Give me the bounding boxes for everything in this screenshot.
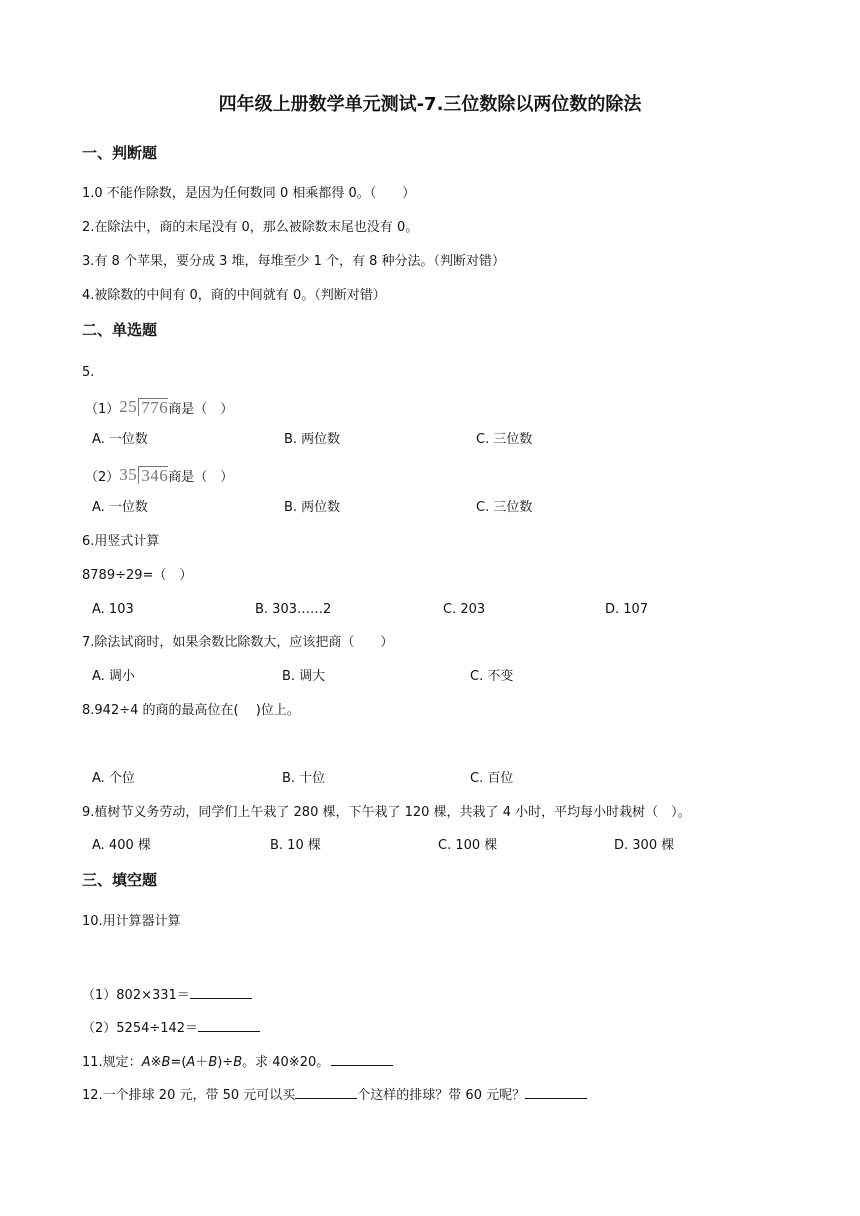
- answer-blank[interactable]: [198, 1019, 260, 1032]
- question-9: 9.植树节义务劳动，同学们上午栽了 280 棵，下午栽了 120 棵，共栽了 4 小时，平均每小时栽树（ ）。: [82, 805, 691, 820]
- option-b[interactable]: B. 调大: [282, 669, 326, 684]
- option-b[interactable]: B. 两位数: [284, 432, 341, 447]
- part-text: （1）802×331＝: [82, 988, 190, 1003]
- question-4: 4.被除数的中间有 0，商的中间就有 0。（判断对错）: [82, 288, 386, 303]
- option-a[interactable]: A. 调小: [92, 669, 135, 684]
- question-7: 7.除法试商时，如果余数比除数大，应该把商（ ）: [82, 635, 394, 650]
- long-division-bracket: [138, 398, 168, 416]
- option-a[interactable]: A. 个位: [92, 771, 135, 786]
- divisor: 25: [119, 397, 138, 416]
- part-label: （1）: [85, 401, 120, 417]
- option-b[interactable]: B. 两位数: [284, 500, 341, 515]
- option-b[interactable]: B. 十位: [282, 771, 326, 786]
- part-suffix: 商是（ ）: [168, 469, 234, 485]
- section-heading-judgement: 一、判断题: [82, 144, 158, 162]
- dividend: 346: [141, 466, 169, 485]
- part-text: （2）5254÷142＝: [82, 1021, 199, 1036]
- option-c[interactable]: C. 203: [443, 602, 486, 617]
- question-12: [82, 1086, 587, 1104]
- long-division-bracket: [138, 466, 168, 484]
- q12-text: 个这样的排球？带 60 元呢？: [357, 1088, 526, 1103]
- q11-text: 。求 40※20。: [242, 1055, 330, 1070]
- question-6-expression: 8789÷29=（ ）: [82, 568, 193, 583]
- question-1: 1.0 不能作除数，是因为任何数同 0 相乘都得 0。（ ）: [82, 186, 416, 201]
- option-c[interactable]: C. 三位数: [476, 432, 533, 447]
- divisor: 35: [119, 465, 138, 484]
- q11-text: )÷: [217, 1055, 234, 1070]
- option-d[interactable]: D. 107: [605, 602, 649, 617]
- option-a[interactable]: A. 一位数: [92, 500, 148, 515]
- var-a: A: [141, 1055, 151, 1070]
- question-5-part-2: [85, 465, 233, 485]
- option-a[interactable]: A. 400 棵: [92, 838, 151, 853]
- dividend: 776: [141, 398, 169, 417]
- option-d[interactable]: D. 300 棵: [614, 838, 675, 853]
- var-a: A: [186, 1055, 196, 1070]
- section-heading-fill-in: 三、填空题: [82, 871, 158, 889]
- answer-blank[interactable]: [331, 1053, 393, 1066]
- option-c[interactable]: C. 百位: [470, 771, 514, 786]
- question-5-number: 5.: [82, 365, 95, 380]
- option-c[interactable]: C. 100 棵: [438, 838, 498, 853]
- var-b: B: [161, 1055, 171, 1070]
- option-c[interactable]: C. 不变: [470, 669, 514, 684]
- question-3: 3.有 8 个苹果，要分成 3 堆，每堆至少 1 个，有 8 种分法。（判断对错）: [82, 254, 506, 269]
- question-10-part-1: [82, 986, 252, 1004]
- question-5-part-1: [85, 397, 233, 417]
- question-11: [82, 1053, 393, 1071]
- option-b[interactable]: B. 303……2: [255, 602, 332, 617]
- question-10: 10.用计算器计算: [82, 914, 181, 929]
- question-8: 8.942÷4 的商的最高位在( )位上。: [82, 703, 300, 718]
- section-heading-single-choice: 二、单选题: [82, 321, 158, 339]
- page-title: 四年级上册数学单元测试-7.三位数除以两位数的除法: [218, 94, 642, 115]
- option-a[interactable]: A. 一位数: [92, 432, 148, 447]
- operator: ＋: [195, 1055, 209, 1070]
- answer-blank[interactable]: [295, 1086, 357, 1099]
- option-b[interactable]: B. 10 棵: [270, 838, 321, 853]
- question-6: 6.用竖式计算: [82, 534, 160, 549]
- operator: ※: [150, 1055, 162, 1070]
- answer-blank[interactable]: [190, 986, 252, 999]
- q11-text: 11.规定：: [82, 1055, 142, 1070]
- var-b: B: [233, 1055, 243, 1070]
- option-c[interactable]: C. 三位数: [476, 500, 533, 515]
- question-2: 2.在除法中，商的末尾没有 0，那么被除数末尾也没有 0。: [82, 220, 419, 235]
- q12-text: 12.一个排球 20 元，带 50 元可以买: [82, 1088, 296, 1103]
- option-a[interactable]: A. 103: [92, 602, 134, 617]
- q11-text: =(: [170, 1055, 187, 1070]
- var-b: B: [208, 1055, 218, 1070]
- answer-blank[interactable]: [525, 1086, 587, 1099]
- part-suffix: 商是（ ）: [168, 401, 234, 417]
- part-label: （2）: [85, 469, 120, 485]
- question-10-part-2: [82, 1019, 260, 1037]
